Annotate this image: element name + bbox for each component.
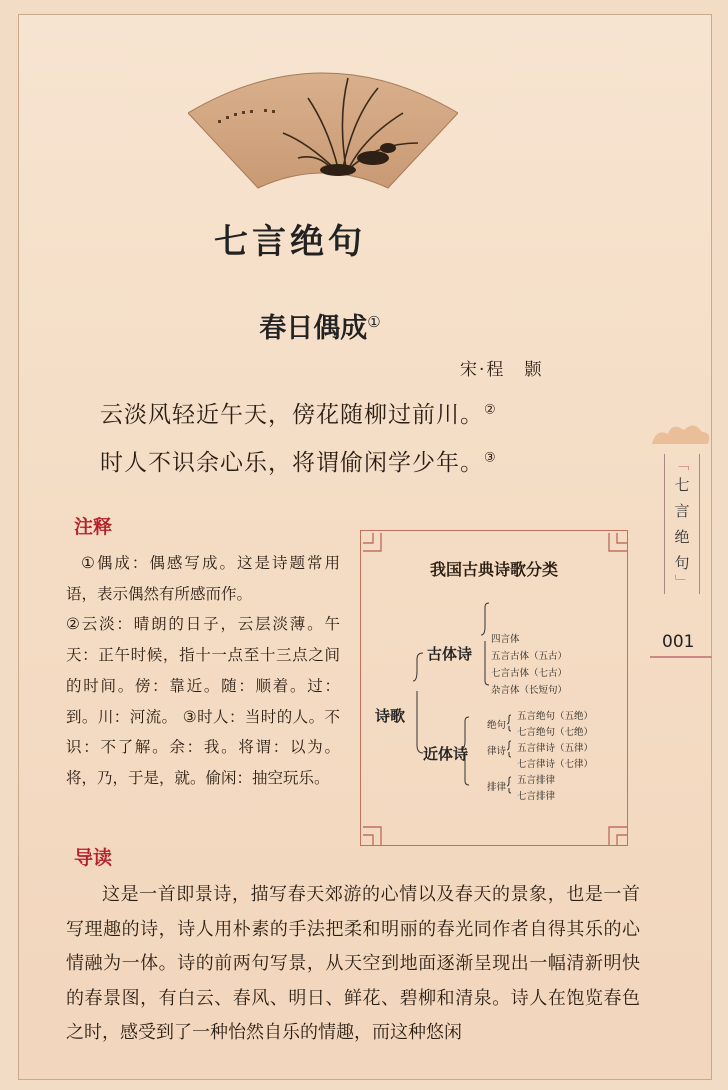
footnote-mark: ② (484, 402, 497, 418)
side-tab-char: 绝 (674, 528, 690, 546)
notes-body (66, 548, 340, 794)
tree-leaf-label: 杂言体（长短句） (491, 685, 568, 696)
side-tab-char: 言 (674, 502, 690, 520)
cloud-ornament-icon (648, 418, 712, 452)
tree-leaf-label: 五言古体（五古） (491, 651, 568, 662)
page-number: 001 (662, 632, 695, 652)
poem-line-text: 时人不识余心乐，将谓偷闲学少年。 (100, 450, 484, 476)
classification-box (360, 530, 628, 846)
side-tab-char: 句 (674, 554, 690, 572)
tree-branch-label: 古体诗 (427, 645, 473, 663)
poem-line-text: 云淡风轻近午天，傍花随柳过前川。 (100, 402, 484, 428)
tree-leaf-label: 七言古体（七古） (491, 668, 568, 679)
footnote-mark: ③ (484, 450, 497, 466)
tree-leaf-label: 四言体 (491, 634, 520, 645)
tree-leaf-label: 五言律诗（五律） (517, 743, 594, 754)
note-paragraph: ①偶成：偶感写成。这是诗题常用语，表示偶然有所感而作。 (66, 554, 340, 603)
poem-title-text: 春日偶成 (259, 313, 368, 344)
tree-leaf-label: 七言律诗（七律） (517, 759, 594, 770)
intro-body: 这是一首即景诗，描写春天郊游的心情以及春天的景象，也是一首写理趣的诗，诗人用朴素的手法把柔和明丽的春光同作者自得其乐的心情融为一体。诗的前两句写景，从天空到地面逐渐呈现出一幅清新明快的春景图，有白云、春风、明日、鲜花、碧柳和清泉。诗人在饱览春色之时，感受到了一种怡然自乐的情趣，而这种悠闲 (66, 884, 640, 1043)
tree-leaf-label: 五言排律 (517, 775, 556, 786)
poem-title (0, 306, 640, 345)
footnote-mark: ① (367, 313, 381, 331)
tree-branch-label: 近体诗 (423, 745, 469, 763)
bracket-bottom-icon: ﹂ (675, 575, 689, 591)
tree-node-label: 绝句 (487, 720, 507, 731)
box-title: 我国古典诗歌分类 (429, 560, 558, 579)
notes-heading: 注释 (74, 516, 113, 538)
tree-node-label: 律诗 (487, 746, 507, 757)
side-tab-char: 七 (674, 476, 690, 494)
poem-line-1 (100, 396, 497, 429)
tree-leaf-label: 七言排律 (517, 791, 556, 802)
note-paragraph: ②云淡：晴朗的日子，云层淡薄。午天：正午时候，指十一点至十三点之间的时间。傍：靠近。随：顺着。过：到。川：河流。 ③时人：当时的人。不识：不了解。余：我。将谓：以为。将，乃，于是，就。偷闲：抽空玩乐。 (66, 615, 340, 787)
intro-heading: 导读 (74, 847, 113, 869)
tree-node-label: 排律 (487, 782, 507, 793)
bracket-top-icon: ﹁ (675, 457, 689, 473)
side-chapter-tab (664, 454, 700, 594)
tree-root-label: 诗歌 (375, 707, 406, 725)
chapter-title: 七言绝句 (214, 222, 366, 262)
poem-author: 宋·程 颢 (460, 360, 544, 380)
page-number-divider (650, 656, 712, 658)
poem-line-2 (100, 444, 497, 477)
tree-leaf-label: 七言绝句（七绝） (517, 727, 594, 738)
fan-painting-image (188, 58, 458, 196)
tree-leaf-label: 五言绝句（五绝） (517, 711, 594, 722)
